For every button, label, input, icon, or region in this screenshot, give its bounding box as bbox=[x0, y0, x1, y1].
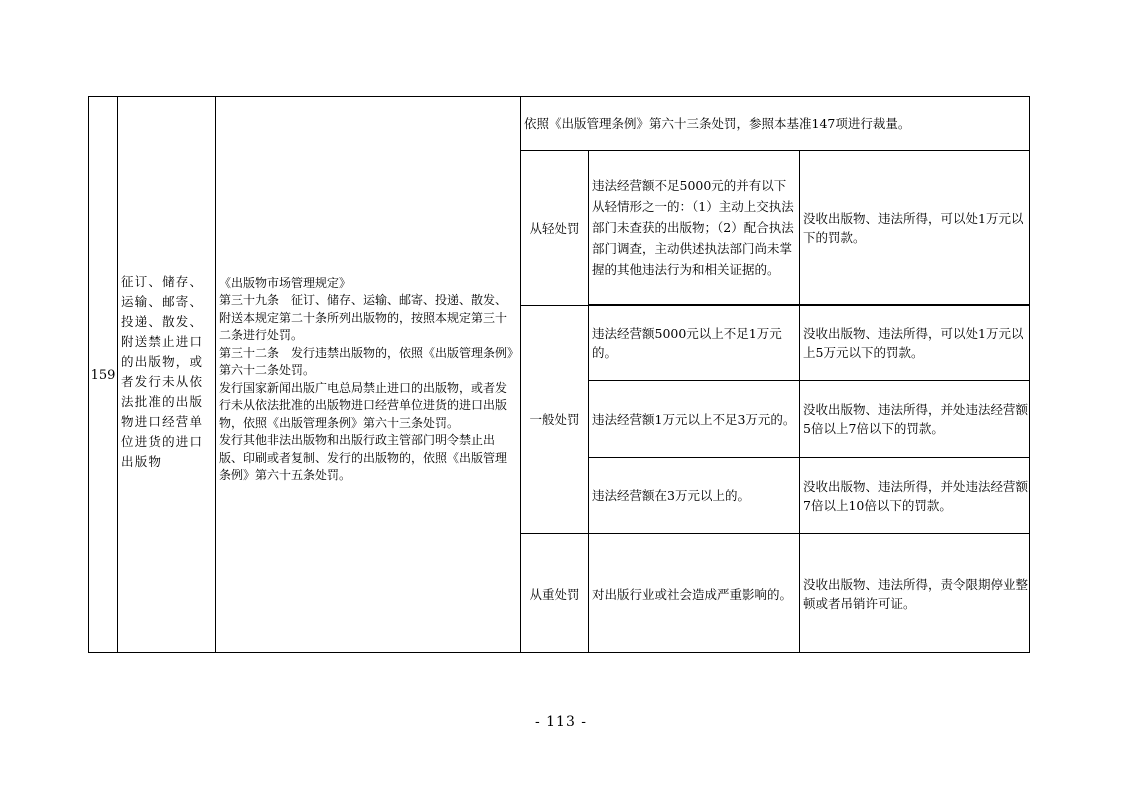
penalty-table bbox=[88, 96, 1030, 653]
row-number: 159 bbox=[90, 368, 116, 383]
column-divider bbox=[215, 97, 216, 652]
circumstance-text: 违法经营额5000元以上不足1万元的。 bbox=[592, 326, 782, 360]
penalty-text: 没收出版物、违法所得，可以处1万元以上5万元以下的罚款。 bbox=[803, 326, 1024, 360]
penalty-text: 没收出版物、违法所得，并处违法经营额5倍以上7倍以下的罚款。 bbox=[803, 402, 1029, 436]
column-divider bbox=[588, 150, 589, 652]
penalty-text: 没收出版物、违法所得，责令限期停业整顿或者吊销许可证。 bbox=[803, 577, 1029, 611]
circumstance-text: 违法经营额1万元以上不足3万元的。 bbox=[592, 411, 796, 427]
level-label-severe: 从重处罚 bbox=[529, 586, 580, 602]
discretion-note: 依照《出版管理条例》第六十三条处罚，参照本基准147项进行裁量。 bbox=[524, 116, 911, 131]
level-label-general: 一般处罚 bbox=[529, 412, 580, 427]
basis-paragraph: 《出版物市场管理规定》 bbox=[219, 275, 352, 290]
circumstance-text: 对出版行业或社会造成严重影响的。 bbox=[592, 586, 793, 602]
basis-paragraph: 发行国家新闻出版广电总局禁止进口的出版物，或者发行未从依法批准的出版物进口经营单位进货的进口出版物，依照《出版管理条例》第六十三条处罚。 bbox=[219, 380, 508, 430]
violation-item: 征订、储存、运输、邮寄、投递、散发、附送禁止进口的出版物，或者发行未从依法批准的出版物进口经营单位进货的进口出版物 bbox=[121, 273, 204, 469]
basis-paragraph: 发行其他非法出版物和出版行政主管部门明令禁止出版、印刷或者复制、发行的出版物的，依照《出版管理条例》第六十五条处罚。 bbox=[219, 433, 508, 482]
penalty-text: 没收出版物、违法所得，并处违法经营额7倍以上10倍以下的罚款。 bbox=[803, 478, 1029, 513]
legal-basis bbox=[219, 275, 518, 485]
basis-paragraph: 第三十二条 发行违禁出版物的，依照《出版管理条例》第六十二条处罚。 bbox=[219, 345, 514, 377]
circumstance-text: 违法经营额在3万元以上的。 bbox=[592, 488, 750, 503]
page-number: - 113 - bbox=[534, 714, 588, 730]
level-label-lenient: 从轻处罚 bbox=[529, 220, 580, 236]
circumstance-text: 违法经营额不足5000元的并有以下从轻情形之一的：（1）主动上交执法部门未查获的出版物；（2）配合执法部门调查，主动供述执法部门尚未掌握的其他违法行为和相关证据的。 bbox=[592, 178, 794, 277]
column-divider bbox=[799, 150, 800, 652]
penalty-text: 没收出版物、违法所得，可以处1万元以下的罚款。 bbox=[803, 210, 1024, 245]
column-divider bbox=[117, 97, 118, 652]
basis-paragraph: 第三十九条 征订、储存、运输、邮寄、投递、散发、附送本规定第二十条所列出版物的，按照本规定第三十二条进行处罚。 bbox=[219, 293, 508, 342]
